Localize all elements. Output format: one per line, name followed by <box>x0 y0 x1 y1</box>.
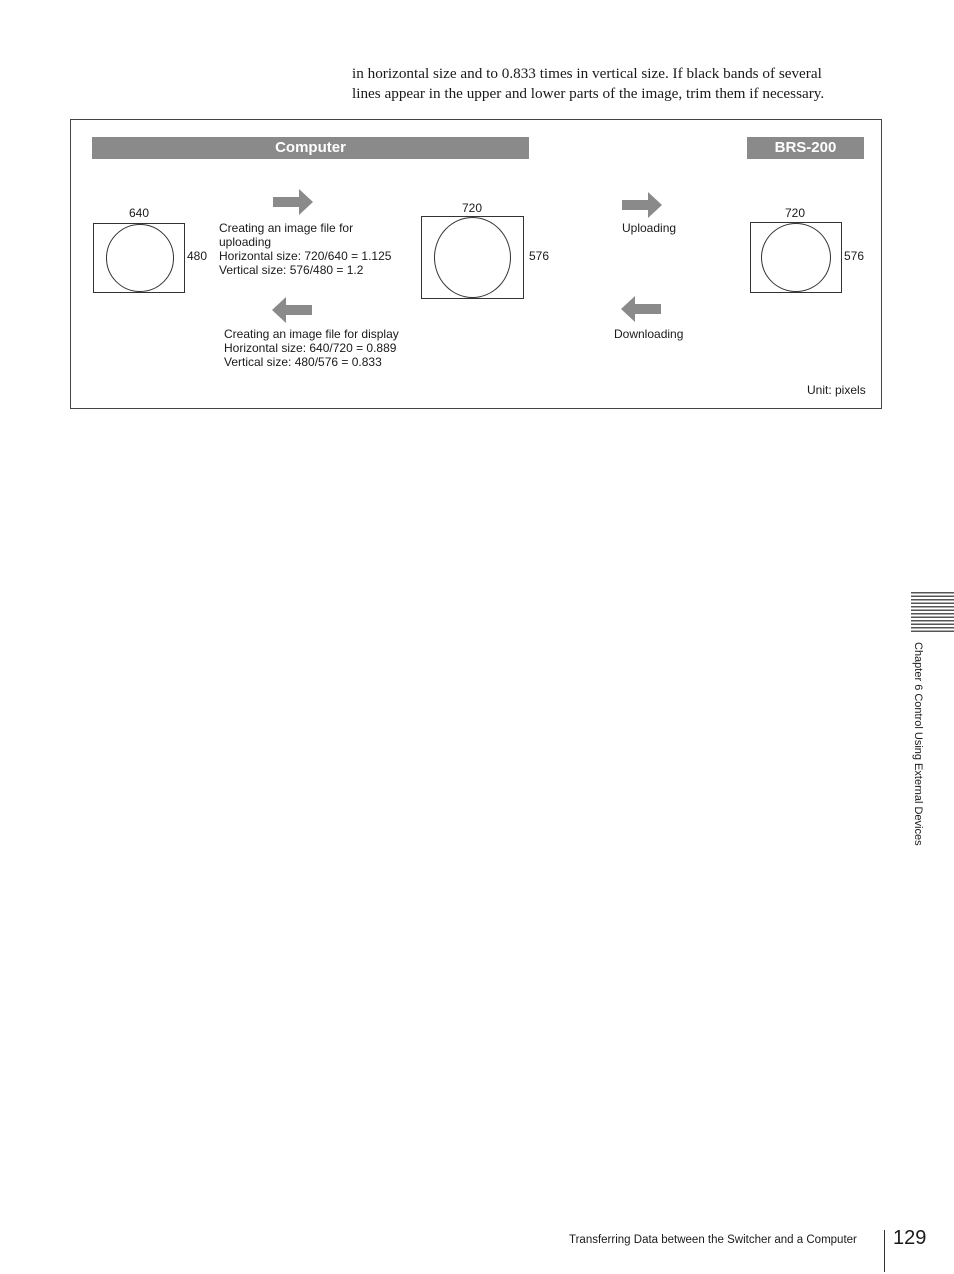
brs-header: BRS-200 <box>747 137 864 159</box>
left-width-label: 640 <box>129 206 150 220</box>
unit-label: Unit: pixels <box>807 383 866 397</box>
right-height-label: 576 <box>844 249 865 263</box>
mid-height-label: 576 <box>529 249 550 263</box>
footer-section-title: Transferring Data between the Switcher and a Computer <box>569 1234 857 1246</box>
left-circle <box>106 224 174 292</box>
intro-line: lines appear in the upper and lower parts of the image, trim them if necessary. <box>352 84 825 102</box>
computer-header: Computer <box>92 137 529 159</box>
page-number: 129 <box>893 1227 927 1249</box>
chapter-tab-stripes <box>911 592 954 634</box>
mid-image-frame <box>421 216 524 299</box>
intro-line: in horizontal size and to 0.833 times in vertical size. If black bands of several <box>352 65 822 82</box>
upload-caption <box>219 221 391 277</box>
upload-caption-line: uploading <box>219 235 272 249</box>
left-height-label: 480 <box>187 249 208 263</box>
uploading-label: Uploading <box>622 221 677 235</box>
mid-circle <box>434 217 511 298</box>
upload-caption-line: Vertical size: 576/480 = 1.2 <box>219 263 364 277</box>
upload-arrow-icon <box>622 192 662 218</box>
display-caption <box>224 327 399 369</box>
right-image-frame <box>750 222 842 293</box>
upload-caption-line: Creating an image file for <box>219 221 354 235</box>
downloading-label: Downloading <box>614 327 684 341</box>
upload-caption-line: Horizontal size: 720/640 = 1.125 <box>219 249 392 263</box>
intro-paragraph <box>352 64 892 103</box>
display-caption-line: Vertical size: 480/576 = 0.833 <box>224 355 382 369</box>
mid-width-label: 720 <box>462 201 483 215</box>
left-image-frame <box>93 223 185 293</box>
conversion-figure <box>70 119 882 409</box>
download-arrow-icon <box>621 296 661 322</box>
display-caption-line: Horizontal size: 640/720 = 0.889 <box>224 341 397 355</box>
right-width-label: 720 <box>785 206 806 220</box>
chapter-title: Chapter 6 Control Using External Devices <box>912 642 924 846</box>
display-caption-line: Creating an image file for display <box>224 327 399 341</box>
arrow-right-icon <box>273 189 313 215</box>
footer-divider <box>884 1230 885 1272</box>
right-circle <box>761 223 831 292</box>
arrow-left-icon <box>272 297 312 323</box>
